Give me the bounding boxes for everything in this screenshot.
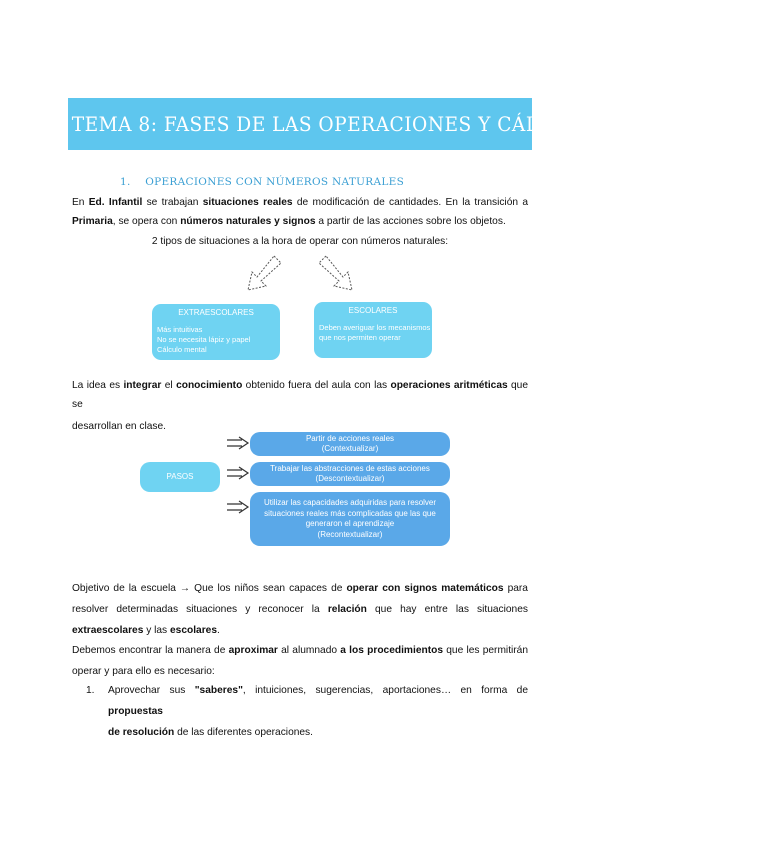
bold-text: de resolución xyxy=(108,727,175,738)
text: y las xyxy=(143,625,170,636)
text: que les permitirán xyxy=(443,645,529,656)
debemos-paragraph xyxy=(72,640,528,682)
text: se trabajan xyxy=(142,197,203,208)
arrow-down-right-icon xyxy=(316,254,356,294)
text: a partir de las acciones sobre los objetos. xyxy=(315,216,506,227)
bold-text: relación xyxy=(327,604,367,615)
bold-text: situaciones reales xyxy=(202,197,293,208)
bold-text: números naturales y signos xyxy=(180,216,316,227)
step-recontextualizar xyxy=(250,492,450,546)
bold-text: propuestas xyxy=(108,706,163,717)
list-item xyxy=(72,680,528,743)
step-line: (Recontextualizar) xyxy=(317,529,383,539)
pasos-box xyxy=(140,462,220,492)
text: Debemos encontrar la manera de xyxy=(72,645,229,656)
text: al alumnado xyxy=(277,645,341,656)
step-line: (Contextualizar) xyxy=(321,444,379,453)
text: que hay entre las situaciones xyxy=(366,604,528,615)
page-title: TEMA 8: FASES DE LAS OPERACIONES Y CÁLCULO OPERACIONAL xyxy=(71,112,757,136)
step-contextualizar xyxy=(250,432,450,456)
bold-text: integrar xyxy=(123,380,162,391)
section-heading xyxy=(120,176,404,188)
text: de modificación de cantidades. En la transición a xyxy=(292,197,528,208)
text: el xyxy=(161,380,177,391)
text: operar y para ello es necesario: xyxy=(72,666,215,677)
arrow-down-left-icon xyxy=(244,254,284,294)
bold-text: a los procedimientos xyxy=(340,645,443,656)
section-number: 1. xyxy=(120,176,131,188)
tipos-line: 2 tipos de situaciones a la hora de operar con números naturales: xyxy=(151,236,449,247)
double-arrow-right-icon xyxy=(226,436,250,450)
idea-paragraph xyxy=(72,376,528,436)
step-line: generaron el aprendizaje xyxy=(305,519,395,528)
double-arrow-right-icon xyxy=(226,466,250,480)
text: para xyxy=(503,583,528,594)
text: de las diferentes operaciones. xyxy=(174,727,313,738)
list-item: Deben averiguar los mecanismos xyxy=(319,323,431,332)
text: . xyxy=(217,625,220,636)
bold-text: extraescolares xyxy=(72,625,144,636)
bold-text: aproximar xyxy=(228,645,278,656)
extraescolares-title: EXTRAESCOLARES xyxy=(178,308,254,317)
bold-text: "saberes" xyxy=(194,685,243,696)
bold-text: conocimiento xyxy=(176,380,243,391)
bold-text: operaciones aritméticas xyxy=(390,380,508,391)
step-line: Partir de acciones reales xyxy=(305,433,395,443)
text: obtenido fuera del aula con las xyxy=(242,380,391,391)
bold-text: Ed. Infantil xyxy=(88,197,143,208)
double-arrow-right-icon xyxy=(226,500,250,514)
bold-text: Primaria xyxy=(72,216,113,227)
pasos-label: PASOS xyxy=(166,471,194,481)
step-line: Trabajar las abstracciones de estas acciones xyxy=(270,463,430,473)
list-item: No se necesita lápiz y papel xyxy=(157,335,251,344)
title-band xyxy=(68,98,757,150)
text: desarrollan en clase. xyxy=(72,421,167,432)
text: En xyxy=(72,197,89,208)
text: Objetivo de la escuela → Que los niños sean capaces de xyxy=(72,583,347,594)
extraescolares-box xyxy=(152,304,280,360)
bold-text: operar con signos matemáticos xyxy=(346,583,504,594)
text: , intuiciones, sugerencias, aportaciones… en forma de xyxy=(242,685,528,696)
list-item: Más intuitivas xyxy=(157,325,203,334)
objetivo-paragraph xyxy=(72,578,528,641)
list-item: Cálculo mental xyxy=(157,345,207,354)
text: Aprovechar sus xyxy=(108,685,195,696)
intro-paragraph xyxy=(72,193,528,231)
escolares-box xyxy=(314,302,432,358)
text: , se opera con xyxy=(112,216,181,227)
step-descontextualizar xyxy=(250,462,450,486)
bold-text: escolares xyxy=(169,625,217,636)
step-line: Utilizar las capacidades adquiridas para resolver xyxy=(263,498,437,507)
list-number: 1. xyxy=(86,685,95,696)
text: resolver determinadas situaciones y reconocer la xyxy=(72,604,328,615)
numbered-list xyxy=(72,680,528,743)
text: La idea es xyxy=(72,380,124,391)
escolares-title: ESCOLARES xyxy=(348,306,398,315)
step-line: (Descontextualizar) xyxy=(315,474,385,483)
section-title: OPERACIONES CON NÚMEROS NATURALES xyxy=(145,176,405,188)
text: que se xyxy=(72,380,529,410)
list-item: que nos permiten operar xyxy=(319,333,401,342)
step-line: situaciones reales más complicadas que las que xyxy=(264,508,436,518)
